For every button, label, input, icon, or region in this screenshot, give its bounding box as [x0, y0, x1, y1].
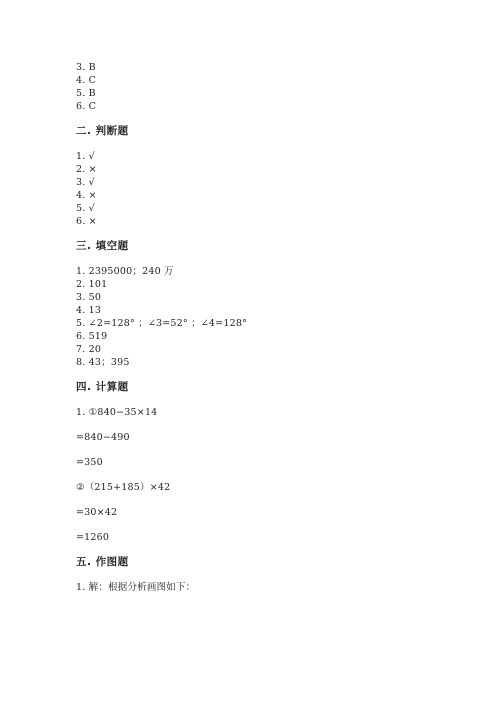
calc-line-1: 1. ①840−35×14 — [76, 407, 158, 418]
judgement-answer-3: 3. √ — [76, 177, 95, 188]
section-heading-calculation: 四. 计算题 — [76, 381, 129, 393]
fill-blank-answer-5: 5. ∠2=128° ；∠3=52° ；∠4=128° — [76, 318, 248, 329]
drawing-answer-1: 1. 解：根据分析画图如下： — [76, 582, 196, 593]
fill-blank-answer-4: 4. 13 — [76, 305, 102, 316]
judgement-answer-6: 6. × — [76, 216, 97, 227]
fill-blank-answer-8: 8. 43；395 — [76, 357, 130, 368]
judgement-answer-5: 5. √ — [76, 203, 95, 214]
judgement-answer-4: 4. × — [76, 190, 97, 201]
calc-line-2: =840−490 — [76, 432, 130, 443]
choice-answer-4: 4. C — [76, 75, 97, 86]
fill-blank-answer-2: 2. 101 — [76, 279, 108, 290]
fill-blank-answer-3: 3. 50 — [76, 292, 102, 303]
calc-line-4: ②（215+185）×42 — [76, 482, 171, 493]
judgement-answer-1: 1. √ — [76, 151, 95, 162]
calc-line-6: =1260 — [76, 532, 110, 543]
section-heading-drawing: 五. 作图题 — [76, 556, 129, 568]
fill-blank-answer-7: 7. 20 — [76, 344, 102, 355]
choice-answer-6: 6. C — [76, 101, 97, 112]
section-heading-fill-blank: 三. 填空题 — [76, 240, 129, 252]
calc-line-5: =30×42 — [76, 507, 118, 518]
choice-answer-5: 5. B — [76, 88, 96, 99]
judgement-answer-2: 2. × — [76, 164, 97, 175]
fill-blank-answer-6: 6. 519 — [76, 331, 108, 342]
section-heading-judgement: 二. 判断题 — [76, 125, 129, 137]
fill-blank-answer-1: 1. 2395000；240 万 — [76, 266, 174, 277]
calc-line-3: =350 — [76, 457, 103, 468]
choice-answer-3: 3. B — [76, 62, 96, 73]
